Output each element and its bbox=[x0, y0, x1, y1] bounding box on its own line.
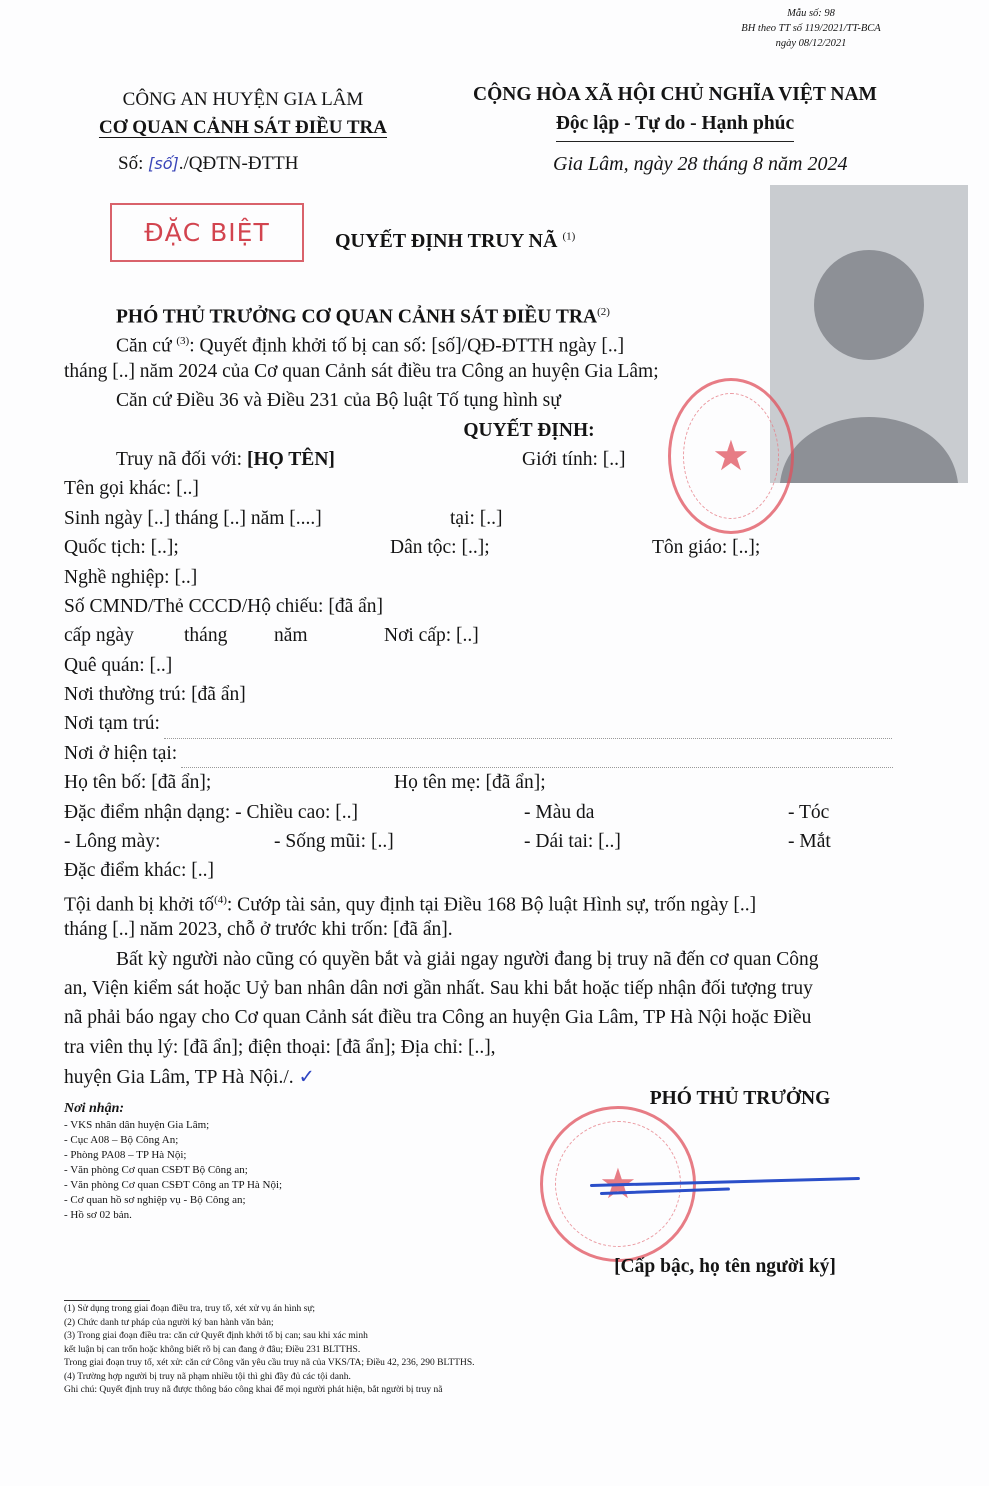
charge-label: Tội danh bị khởi tố bbox=[64, 894, 215, 916]
footnote: (3) Trong giai đoạn điều tra: căn cứ Quyết định khởi tố bị can; sau khi xác minh bbox=[64, 1331, 368, 1341]
title-text: QUYẾT ĐỊNH TRUY NÃ bbox=[335, 230, 558, 252]
mother-name: Họ tên mẹ: [đã ẩn]; bbox=[394, 772, 546, 794]
religion: Tôn giáo: [..]; bbox=[652, 537, 761, 559]
recipient-item: - Phòng PA08 – TP Hà Nội; bbox=[64, 1149, 187, 1161]
footnote: kết luận bị can trốn hoặc không biết rõ bị can đang ở đâu; Điều 231 BLTTHS. bbox=[64, 1344, 361, 1355]
basis-footnote-ref: (3) bbox=[176, 335, 190, 348]
blank-fill-line bbox=[164, 718, 892, 739]
instruction-line-1: Bất kỳ người nào cũng có quyền bắt và giải ngay người đang bị truy nã đến cơ quan Công bbox=[116, 948, 819, 970]
footnote: Ghi chú: Quyết định truy nã được thông báo công khai để mọi người phát hiện, bắt người bị truy nã bbox=[64, 1385, 443, 1395]
instruction-end: huyện Gia Lâm, TP Hà Nội./. bbox=[64, 1067, 294, 1089]
document-body bbox=[64, 298, 914, 1092]
form-date: ngày 08/12/2021 bbox=[775, 38, 847, 49]
occupation-field: Nghề nghiệp: [..] bbox=[64, 566, 198, 588]
hometown-field: Quê quán: [..] bbox=[64, 654, 173, 676]
document-number bbox=[118, 153, 299, 175]
document-title bbox=[335, 230, 575, 253]
wanted-label: Truy nã đối với: bbox=[116, 448, 247, 470]
decision-heading: QUYẾT ĐỊNH: bbox=[463, 419, 595, 441]
height-field: Đặc điểm nhận dạng: - Chiều cao: [..] bbox=[64, 801, 359, 823]
recipient-item: - Cơ quan hồ sơ nghiệp vụ - Bộ Công an; bbox=[64, 1194, 246, 1206]
national-motto: Độc lập - Tự do - Hạnh phúc bbox=[556, 109, 794, 142]
footnote: (1) Sử dụng trong giai đoạn điều tra, truy tố, xét xử vụ án hình sự; bbox=[64, 1304, 316, 1314]
charge-line-1 bbox=[64, 886, 914, 915]
issue-place: Nơi cấp: [..] bbox=[384, 625, 479, 647]
issue-month: tháng bbox=[184, 625, 228, 647]
form-reference bbox=[721, 6, 901, 51]
title-footnote-ref: (1) bbox=[562, 230, 576, 243]
basis-line-3: Căn cứ Điều 36 và Điều 231 của Bộ luật Tố tụng hình sự bbox=[116, 390, 561, 412]
issuer-footnote-ref: (2) bbox=[597, 306, 610, 318]
doc-no-handwritten: [số] bbox=[148, 154, 179, 173]
form-circular: BH theo TT số 119/2021/TT-BCA bbox=[741, 23, 881, 34]
recipients-heading: Nơi nhận: bbox=[64, 1101, 125, 1116]
charge-text: : Cướp tài sản, quy định tại Điều 168 Bộ luật Hình sự, trốn ngày [..] bbox=[226, 894, 757, 916]
checkmark-icon: ✓ bbox=[298, 1065, 315, 1089]
footnotes bbox=[64, 1300, 475, 1398]
recipient-item: - Văn phòng Cơ quan CSĐT Bộ Công an; bbox=[64, 1164, 248, 1176]
parents-line bbox=[64, 768, 914, 797]
footnote-divider bbox=[64, 1300, 150, 1301]
basis-line-2: tháng [..] năm 2024 của Cơ quan Cảnh sát điều tra Công an huyện Gia Lâm; bbox=[64, 360, 659, 382]
nationality-line bbox=[64, 533, 914, 562]
issuer-line bbox=[64, 298, 914, 327]
basis-line-1 bbox=[64, 327, 914, 356]
instruction-line-4: tra viên thụ lý: [đã ẩn]; điện thoại: [đã ẩn]; Địa chỉ: [..], bbox=[64, 1036, 496, 1058]
birth-line bbox=[64, 504, 914, 533]
nose-field: - Sống mũi: [..] bbox=[274, 831, 394, 853]
id-issue-line bbox=[64, 621, 914, 650]
charge-line-2: tháng [..] năm 2023, chỗ ở trước khi trốn: [đã ẩn]. bbox=[64, 919, 453, 941]
ethnicity: Dân tộc: [..]; bbox=[390, 537, 490, 559]
eyebrows-field: - Lông mày: bbox=[64, 831, 161, 853]
ears-field: - Dái tai: [..] bbox=[524, 831, 621, 853]
recipient-item: - VKS nhân dân huyện Gia Lâm; bbox=[64, 1119, 210, 1131]
national-header bbox=[440, 80, 910, 142]
features-line-2 bbox=[64, 827, 914, 856]
alias-field: Tên gọi khác: [..] bbox=[64, 478, 199, 500]
recipient-item: - Văn phòng Cơ quan CSĐT Công an TP Hà Nội; bbox=[64, 1179, 283, 1191]
nation-name: CỘNG HÒA XÃ HỘI CHỦ NGHĨA VIỆT NAM bbox=[473, 84, 877, 105]
charge-footnote-ref: (4) bbox=[214, 893, 227, 906]
wanted-subject-line bbox=[64, 445, 914, 474]
form-number: Mẫu số: 98 bbox=[787, 8, 835, 19]
recipient-item: - Cục A08 – Bộ Công An; bbox=[64, 1134, 179, 1146]
permanent-address-field: Nơi thường trú: [đã ẩn] bbox=[64, 684, 246, 706]
footnote: (4) Trường hợp người bị truy nã phạm nhiều tội thì ghi đầy đủ các tội danh. bbox=[64, 1371, 351, 1382]
place-date: Gia Lâm, ngày 28 tháng 8 năm 2024 bbox=[553, 153, 848, 175]
doc-no-suffix: ./QĐTN-ĐTTH bbox=[178, 153, 299, 174]
id-number-field: Số CMND/Thẻ CCCD/Hộ chiếu: [đã ẩn] bbox=[64, 595, 384, 617]
recipient-item: - Hồ sơ 02 bản. bbox=[64, 1209, 132, 1221]
nationality: Quốc tịch: [..]; bbox=[64, 537, 179, 559]
doc-no-label: Số: bbox=[118, 153, 149, 174]
other-features-field: Đặc điểm khác: [..] bbox=[64, 860, 214, 882]
agency-name: CÔNG AN HUYỆN GIA LÂM bbox=[122, 89, 364, 110]
birthplace: tại: [..] bbox=[450, 507, 503, 529]
signature-block bbox=[560, 1088, 880, 1288]
skin-field: - Màu da bbox=[524, 801, 595, 823]
hair-field: - Tóc bbox=[788, 801, 830, 823]
temporary-address-line bbox=[64, 709, 914, 738]
wanted-name: [HỌ TÊN] bbox=[246, 448, 335, 470]
issuing-agency bbox=[58, 86, 428, 142]
basis-prefix: Căn cứ bbox=[116, 335, 177, 357]
footnote: Trong giai đoạn truy tố, xét xử: căn cứ Công văn yêu cầu truy nã của VKS/TA; Điều 42, 236, 290 BLTTHS. bbox=[64, 1358, 475, 1368]
signer-name: [Cấp bậc, họ tên người ký] bbox=[614, 1256, 836, 1277]
temp-address-label: Nơi tạm trú: bbox=[64, 713, 160, 735]
blank-fill-line bbox=[181, 747, 893, 768]
department-name: CƠ QUAN CẢNH SÁT ĐIỀU TRA bbox=[98, 117, 388, 138]
special-priority-stamp: ĐẶC BIỆT bbox=[110, 203, 304, 262]
date-of-birth: Sinh ngày [..] tháng [..] năm [....] bbox=[64, 507, 322, 529]
issuer-title: PHÓ THỦ TRƯỞNG CƠ QUAN CẢNH SÁT ĐIỀU TRA bbox=[116, 306, 598, 328]
basis-text: : Quyết định khởi tố bị can số: [số]/QĐ-ĐTTH ngày [..] bbox=[189, 335, 625, 357]
recipients-block bbox=[64, 1100, 282, 1223]
issue-year: năm bbox=[274, 625, 308, 647]
current-address-line bbox=[64, 739, 914, 768]
current-address-label: Nơi ở hiện tại: bbox=[64, 742, 178, 764]
father-name: Họ tên bố: [đã ẩn]; bbox=[64, 772, 212, 794]
instruction-line-3: nã phải báo ngay cho Cơ quan Cảnh sát điều tra Công an huyện Gia Lâm, TP Hà Nội hoặc Điều bbox=[64, 1007, 812, 1029]
eyes-field: - Mắt bbox=[788, 831, 831, 853]
footnote: (2) Chức danh tư pháp của người ký ban hành văn bản; bbox=[64, 1317, 274, 1328]
features-line-1 bbox=[64, 798, 914, 827]
instruction-line-2: an, Viện kiểm sát hoặc Uỷ ban nhân dân nơi gần nhất. Sau khi bắt hoặc tiếp nhận đối tượng truy bbox=[64, 977, 813, 999]
signer-role: PHÓ THỦ TRƯỞNG bbox=[649, 1088, 831, 1109]
gender-field: Giới tính: [..] bbox=[522, 448, 626, 470]
issue-day: cấp ngày bbox=[64, 625, 134, 647]
